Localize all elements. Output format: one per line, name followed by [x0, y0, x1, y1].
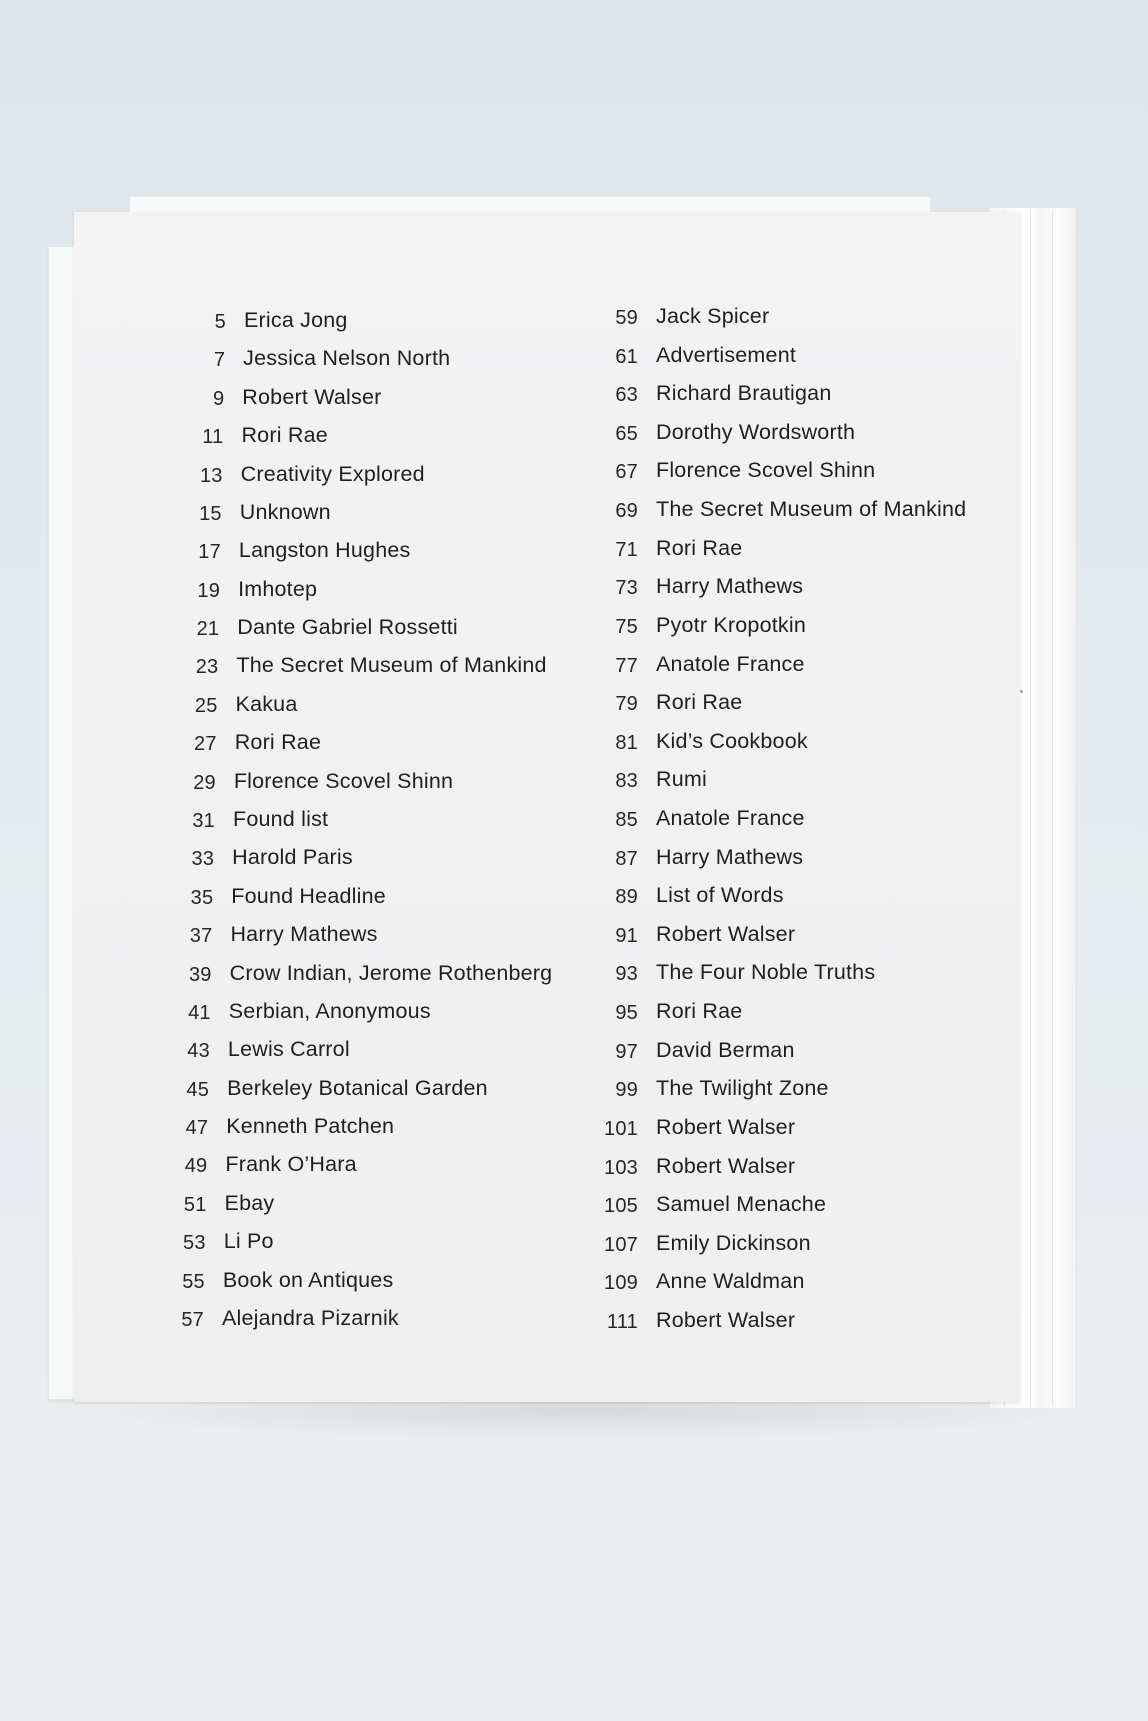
entry-title: List of Words: [656, 883, 784, 908]
page-number: 47: [185, 1117, 209, 1140]
entry-title: Crow Indian, Jerome Rothenberg: [229, 960, 553, 985]
page-number: 11: [202, 426, 224, 449]
entry-title: Book on Antiques: [222, 1267, 394, 1292]
page-edge-line: [1030, 210, 1031, 1406]
page-number: 7: [213, 349, 226, 372]
page-number: 41: [188, 1001, 211, 1024]
entry-title: Li Po: [223, 1229, 274, 1254]
page-edge-line: [1052, 210, 1053, 1406]
page-number: 49: [184, 1155, 208, 1178]
entry-title: Anatole France: [656, 806, 805, 830]
page-number: 87: [615, 847, 638, 870]
page-number: 27: [194, 733, 217, 756]
page-number: 15: [199, 502, 222, 525]
entry-title: Langston Hughes: [238, 538, 411, 563]
page-number: 37: [189, 925, 213, 948]
page-number: 5: [214, 311, 226, 333]
page-number: 69: [615, 500, 638, 523]
entry-title: Unknown: [239, 499, 331, 524]
page-number: 109: [604, 1272, 638, 1295]
page-number: 23: [195, 656, 219, 679]
entry-title: Samuel Menache: [656, 1192, 827, 1217]
page-number: 63: [615, 384, 638, 407]
page-number: 85: [615, 809, 638, 831]
entry-title: Rori Rae: [656, 535, 743, 560]
page-number: 107: [604, 1233, 638, 1256]
page-number: 31: [192, 810, 215, 832]
entry-title: Frank O’Hara: [225, 1152, 357, 1177]
entry-title: Robert Walser: [242, 384, 382, 409]
page-number: 51: [183, 1193, 207, 1216]
entry-title: Serbian, Anonymous: [228, 998, 431, 1023]
entry-title: Anne Waldman: [656, 1269, 805, 1294]
entry-title: Kid’s Cookbook: [656, 728, 808, 753]
entry-title: Lewis Carrol: [227, 1037, 350, 1062]
page-number: 81: [615, 731, 638, 754]
entry-title: Emily Dickinson: [656, 1230, 811, 1255]
entry-title: Florence Scovel Shinn: [656, 458, 876, 483]
entry-title: Rumi: [656, 767, 707, 792]
entry-title: Jessica Nelson North: [243, 346, 451, 371]
page-number: 111: [606, 1311, 638, 1333]
entry-title: Robert Walser: [656, 921, 796, 946]
page-number: 91: [615, 924, 638, 947]
entry-title: Robert Walser: [656, 1153, 796, 1178]
page-number: 21: [196, 618, 220, 641]
entry-title: Harry Mathews: [230, 922, 378, 947]
page-number: 73: [615, 577, 638, 600]
page-number: 35: [190, 886, 214, 909]
page-number: 13: [199, 464, 223, 487]
entry-title: Creativity Explored: [240, 461, 425, 486]
page-number: 105: [604, 1195, 638, 1218]
entry-title: Found Headline: [231, 883, 386, 908]
page-number: 77: [615, 654, 638, 677]
entry-title: Anatole France: [656, 651, 805, 676]
page-number: 71: [615, 538, 638, 561]
page-number: 17: [198, 541, 221, 564]
entry-title: Advertisement: [656, 342, 797, 367]
page-number: 61: [615, 345, 638, 368]
page-number: 99: [615, 1079, 638, 1102]
page-number: 75: [615, 615, 638, 638]
entry-title: Berkeley Botanical Garden: [227, 1075, 488, 1100]
entry-title: Erica Jong: [244, 308, 348, 332]
entry-title: The Secret Museum of Mankind: [656, 497, 967, 522]
entry-title: David Berman: [656, 1037, 795, 1062]
entry-title: Rori Rae: [234, 730, 322, 755]
page-number: 45: [186, 1078, 210, 1101]
page-number: 25: [194, 694, 218, 717]
entry-title: Robert Walser: [656, 1308, 796, 1332]
page-number: 53: [183, 1232, 206, 1255]
page-number: 43: [187, 1040, 210, 1063]
entry-title: The Twilight Zone: [656, 1076, 829, 1101]
entry-title: Rori Rae: [241, 423, 328, 448]
entry-title: Imhotep: [238, 576, 318, 601]
page-number: 89: [615, 886, 638, 909]
page-number: 33: [191, 848, 215, 871]
entry-title: Ebay: [224, 1190, 275, 1215]
page-number: 95: [615, 1002, 638, 1025]
entry-title: Harry Mathews: [656, 574, 804, 599]
entry-title: Rori Rae: [656, 690, 743, 715]
page-number: 9: [212, 387, 225, 410]
page-number: 93: [615, 963, 638, 986]
page-number: 55: [182, 1270, 205, 1293]
page-number: 57: [181, 1309, 204, 1331]
page-number: 103: [604, 1156, 638, 1179]
entry-title: Found list: [233, 807, 329, 831]
page-number: 101: [604, 1117, 638, 1140]
entry-title: Pyotr Kropotkin: [656, 612, 806, 637]
entry-title: The Four Noble Truths: [656, 960, 876, 985]
page-number: 19: [197, 579, 221, 602]
page-number: 67: [615, 461, 638, 484]
entry-title: Jack Spicer: [656, 304, 770, 328]
page-number: 39: [188, 963, 212, 986]
entry-title: Harold Paris: [232, 845, 353, 870]
page-number: 79: [615, 693, 638, 716]
page-number: 59: [615, 307, 638, 329]
entry-title: Florence Scovel Shinn: [233, 768, 454, 793]
entry-title: The Secret Museum of Mankind: [236, 653, 547, 678]
page-number: 65: [615, 422, 638, 445]
entry-title: Richard Brautigan: [656, 381, 832, 406]
page-number: 97: [615, 1040, 638, 1063]
entry-title: Kenneth Patchen: [226, 1114, 395, 1139]
contents-page: [74, 212, 1020, 1402]
page-number: 83: [615, 770, 638, 793]
entry-title: Dorothy Wordsworth: [656, 419, 856, 444]
entry-title: Dante Gabriel Rossetti: [237, 615, 458, 640]
entry-title: Robert Walser: [656, 1114, 796, 1139]
page-number: 29: [193, 771, 216, 794]
entry-title: Kakua: [235, 691, 298, 716]
paper-speck: [1020, 690, 1023, 693]
entry-title: Alejandra Pizarnik: [222, 1306, 399, 1330]
entry-title: Rori Rae: [656, 999, 743, 1024]
entry-title: Harry Mathews: [656, 844, 804, 869]
